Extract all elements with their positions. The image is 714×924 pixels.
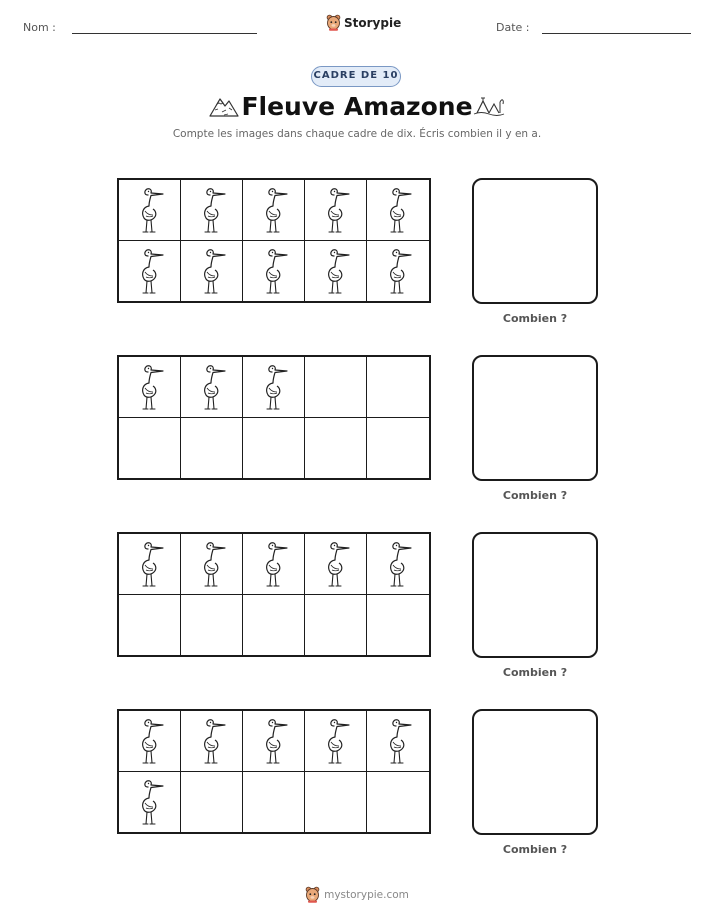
- heron-icon: [133, 246, 167, 296]
- frame-cell: [305, 595, 367, 656]
- frame-cell: [181, 772, 243, 833]
- frame-cell: [181, 418, 243, 479]
- frame-cell: [181, 180, 243, 241]
- frame-cell: [367, 180, 429, 241]
- frame-cell: [181, 534, 243, 595]
- answer-box-2[interactable]: [472, 355, 598, 481]
- frame-cell: [243, 711, 305, 772]
- frame-cell: [367, 357, 429, 418]
- frame-cell: [243, 595, 305, 656]
- name-label: Nom :: [23, 21, 56, 34]
- heron-icon: [319, 716, 353, 766]
- frame-cell: [305, 418, 367, 479]
- heron-icon: [195, 539, 229, 589]
- frame-cell: [305, 772, 367, 833]
- ten-frame-2: [117, 355, 431, 480]
- frame-cell: [243, 180, 305, 241]
- frame-cell: [243, 418, 305, 479]
- frame-cell: [367, 772, 429, 833]
- frame-cell: [119, 534, 181, 595]
- heron-icon: [195, 716, 229, 766]
- category-badge: CADRE DE 10: [311, 66, 401, 87]
- heron-icon: [257, 185, 291, 235]
- footer: [0, 886, 714, 903]
- frame-cell: [243, 772, 305, 833]
- answer-prompt-1: Combien ?: [502, 312, 568, 325]
- heron-icon: [133, 185, 167, 235]
- frame-cell: [367, 534, 429, 595]
- frame-cell: [367, 595, 429, 656]
- brand-name: Storypie: [344, 15, 402, 30]
- heron-icon: [381, 539, 415, 589]
- frame-cell: [305, 241, 367, 302]
- answer-prompt-2: Combien ?: [502, 489, 568, 502]
- frame-cell: [119, 711, 181, 772]
- frame-cell: [181, 711, 243, 772]
- frame-cell: [119, 180, 181, 241]
- frame-cell: [181, 595, 243, 656]
- heron-icon: [133, 716, 167, 766]
- frame-cell: [181, 241, 243, 302]
- frame-cell: [367, 241, 429, 302]
- heron-icon: [133, 362, 167, 412]
- footer-url: mystorypie.com: [324, 888, 409, 901]
- frame-cell: [119, 357, 181, 418]
- frame-cell: [305, 357, 367, 418]
- heron-icon: [195, 362, 229, 412]
- storypie-mascot-icon: [305, 886, 320, 903]
- frame-cell: [119, 595, 181, 656]
- heron-icon: [319, 246, 353, 296]
- frame-cell: [119, 772, 181, 833]
- page-title: Fleuve Amazone: [241, 92, 473, 121]
- answer-box-1[interactable]: [472, 178, 598, 304]
- heron-icon: [257, 246, 291, 296]
- frame-cell: [181, 357, 243, 418]
- frame-cell: [243, 534, 305, 595]
- heron-icon: [195, 246, 229, 296]
- frame-cell: [305, 711, 367, 772]
- heron-icon: [133, 539, 167, 589]
- heron-icon: [319, 539, 353, 589]
- frame-cell: [367, 418, 429, 479]
- heron-icon: [381, 185, 415, 235]
- heron-icon: [381, 246, 415, 296]
- heron-icon: [319, 185, 353, 235]
- frame-cell: [367, 711, 429, 772]
- frame-cell: [119, 418, 181, 479]
- heron-icon: [257, 716, 291, 766]
- ten-frame-1: [117, 178, 431, 303]
- heron-icon: [381, 716, 415, 766]
- heron-icon: [133, 777, 167, 827]
- heron-icon: [257, 539, 291, 589]
- frame-cell: [305, 180, 367, 241]
- frame-cell: [243, 357, 305, 418]
- instructions: Compte les images dans chaque cadre de dix. Écris combien il y en a.: [172, 128, 542, 140]
- ten-frame-4: [117, 709, 431, 834]
- answer-prompt-4: Combien ?: [502, 843, 568, 856]
- date-line[interactable]: [542, 33, 691, 34]
- answer-box-4[interactable]: [472, 709, 598, 835]
- heron-icon: [195, 185, 229, 235]
- answer-prompt-3: Combien ?: [502, 666, 568, 679]
- storypie-mascot-icon: [326, 14, 341, 31]
- name-line[interactable]: [72, 33, 257, 34]
- frame-cell: [119, 241, 181, 302]
- date-label: Date :: [496, 21, 530, 34]
- answer-box-3[interactable]: [472, 532, 598, 658]
- frame-cell: [305, 534, 367, 595]
- brand-logo: [326, 14, 401, 31]
- ten-frame-3: [117, 532, 431, 657]
- heron-icon: [257, 362, 291, 412]
- frame-cell: [243, 241, 305, 302]
- village-icon: [473, 92, 505, 116]
